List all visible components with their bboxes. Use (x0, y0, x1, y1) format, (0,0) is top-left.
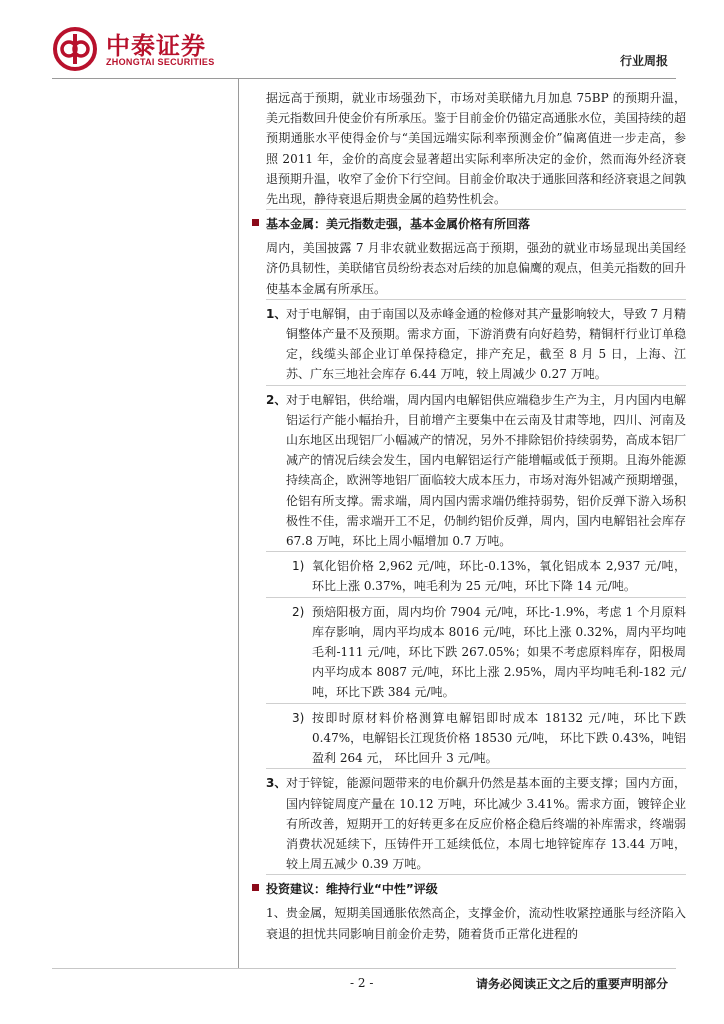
sub-item-alumina (266, 556, 686, 597)
left-margin-rule (238, 78, 239, 968)
sub-item-anode (266, 602, 686, 704)
page-header (0, 0, 724, 88)
sub-item-number: 2) (292, 604, 305, 619)
list-item-copper (266, 304, 686, 386)
list-item-text: 对于锌锭，能源问题带来的电价飙升仍然是基本面的主要支撑；国内方面，国内锌锭周度产量在 10.12 万吨，环比减少 3.41%。需求方面，镀锌企业有所改善，短期开工的好转更多在反应价格企稳后终端的补库需求，终端弱消费状况延续下，压铸件开工延续低位，本周七地锌锭库存 13.44 万吨，较上周五减少 0.39 万吨。 (286, 776, 686, 872)
intro-paragraph: 据远高于预期，就业市场强劲下，市场对美联储九月加息 75BP 的预期升温，美元指数回升使金价有所承压。鉴于目前金价仍锚定高通胀水位，美国持续的超预期通胀水平使得金价与“美国远端实际利率预测金价”偏离值进一步走高，参照 2011 年，金价的高度会显著超出实际利率所决定的金价，然而海外经济衰退预期升温，收窄了金价下行空间。目前金价取决于通胀回落和经济衰退之间孰先出现，静待衰退后期贵金属的趋势性机会。 (266, 88, 686, 210)
logo-english-name: ZHONGTAI SECURITIES (106, 57, 215, 67)
list-item-number: 3、 (266, 776, 287, 791)
sub-item-text: 预焙阳极方面，周内均价 7904 元/吨，环比-1.9%，考虑 1 个月原料库存影响，周内平均成本 8016 元/吨，环比上涨 0.32%，周内平均吨毛利-111 元/吨，环比下跌 267.05%；如果不考虑原料库存，阳极周内平均成本 8087 元/吨，环比上涨 2.95%，周内平均吨毛利-182 元/吨，环比下跌 384 元/吨。 (312, 604, 686, 700)
footer-divider (52, 968, 676, 969)
logo-chinese-name: 中泰证券 (106, 32, 206, 60)
sub-item-aluminum-cost (266, 708, 686, 770)
zhongtai-logo-icon (52, 26, 98, 72)
report-type-label: 行业周报 (619, 54, 668, 68)
investment-paragraph: 1、贵金属，短期美国通胀依然高企，支撑金价，流动性收紧控通胀与经济陷入衰退的担忧共同影响目前金价走势，随着货币正常化进程的 (266, 906, 686, 941)
section-bullet-icon (252, 219, 259, 226)
header-divider (52, 78, 676, 79)
company-logo (52, 26, 242, 74)
list-item-number: 2、 (266, 392, 287, 407)
section-heading-investment (266, 879, 686, 899)
section-bullet-icon (252, 884, 259, 891)
footer-disclaimer: 请务必阅读正文之后的重要声明部分 (475, 977, 668, 991)
section-title: 投资建议：维持行业“中性”评级 (266, 882, 438, 897)
list-item-text: 对于电解铜，由于南国以及赤峰金通的检修对其产量影响较大，导致 7 月精铜整体产量不及预期。需求方面，下游消费有向好趋势，精铜杆行业订单稳定，线缆头部企业订单保持稳定，排产充足，截至 8 月 5 日，上海、江苏、广东三地社会库存 6.44 万吨，较上周减少 0.27 万吨。 (286, 306, 686, 382)
sub-item-text: 按即时原材料价格测算电解铝即时成本 18132 元/吨，环比下跌 0.47%，电解铝长江现货价格 18530 元/吨， 环比下跌 0.43%，吨铝盈利 264 元， 环比回升 3 元/吨。 (312, 710, 686, 766)
section-lead-paragraph: 周内，美国披露 7 月非农就业数据远高于预期，强劲的就业市场显现出美国经济仍具韧性，美联储官员纷纷表态对后续的加息偏鹰的观点，但美元指数的回升使基本金属有所承压。 (266, 238, 686, 300)
sub-item-number: 1) (292, 559, 305, 574)
list-item-text: 对于电解铝，供给端，周内国内电解铝供应端稳步生产为主，月内国内电解铝运行产能小幅抬升，目前增产主要集中在云南及甘肃等地，四川、河南及山东地区出现铝厂小幅减产的情况，另外不排除铝价持续弱势，高成本铝厂减产的情况后续会发生，国内电解铝运行产能增幅或低于预期。且海外能源持续高企，欧洲等地铝厂面临较大成本压力，市场对海外铝减产预期增强，伦铝有所支撑。需求端，周内国内需求端仍维持弱势，铝价反弹下游入场积极性不佳，需求端开工不足，仍制约铝价反弹，周内，国内电解铝社会库存 67.8 万吨，环比上周小幅增加 0.7 万吨。 (286, 392, 686, 549)
section-title: 基本金属：美元指数走强，基本金属价格有所回落 (266, 217, 531, 232)
section-heading-base-metals (266, 214, 686, 234)
list-item-zinc (266, 773, 686, 875)
sub-item-number: 3) (292, 710, 305, 725)
list-item-number: 1、 (266, 306, 287, 321)
list-item-aluminum (266, 390, 686, 553)
sub-item-text: 氧化铝价格 2,962 元/吨，环比-0.13%，氧化铝成本 2,937 元/吨，环比上涨 0.37%，吨毛利为 25 元/吨，环比下降 14 元/吨。 (312, 559, 686, 594)
page-number: - 2 - (350, 976, 374, 990)
main-content (266, 88, 686, 944)
